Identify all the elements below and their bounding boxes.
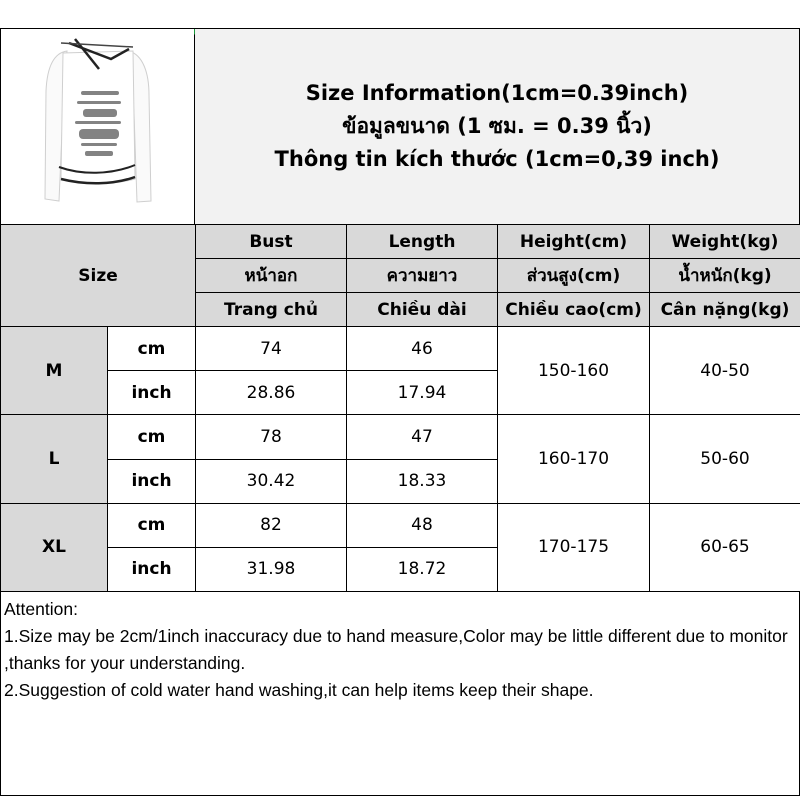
height-range-xl: 170-175 — [498, 503, 650, 591]
bust-cm-l: 78 — [196, 415, 347, 459]
product-photo — [1, 29, 195, 224]
unit-inch: inch — [108, 547, 196, 591]
unit-cm: cm — [108, 327, 196, 371]
size-table — [0, 224, 800, 592]
weight-header-th: น้ำหนัก(kg) — [650, 259, 800, 293]
bust-header-th: หน้าอก — [196, 259, 347, 293]
bust-inch-xl: 31.98 — [196, 547, 347, 591]
size-label-l: L — [1, 415, 108, 503]
unit-cm: cm — [108, 415, 196, 459]
height-range-l: 160-170 — [498, 415, 650, 503]
length-inch-m: 17.94 — [347, 371, 498, 415]
title-english: Size Information(1cm=0.39inch) — [305, 81, 689, 105]
height-range-m: 150-160 — [498, 327, 650, 415]
height-header-vi: Chiều cao(cm) — [498, 293, 650, 327]
size-label-m: M — [1, 327, 108, 415]
weight-range-m: 40-50 — [650, 327, 800, 415]
unit-inch: inch — [108, 459, 196, 503]
bust-header-vi: Trang chủ — [196, 293, 347, 327]
note-washing: 2.Suggestion of cold water hand washing,it can help items keep their shape. — [4, 680, 594, 700]
note-measurement: 1.Size may be 2cm/1inch inaccuracy due to hand measure,Color may be little different due to monitor ,thanks for your understanding. — [4, 626, 788, 673]
length-header-vi: Chiều dài — [347, 293, 498, 327]
size-label-xl: XL — [1, 503, 108, 591]
bust-inch-l: 30.42 — [196, 459, 347, 503]
size-column-header: Size — [1, 225, 196, 327]
unit-cm: cm — [108, 503, 196, 547]
length-cm-m: 46 — [347, 327, 498, 371]
bust-header-en: Bust — [196, 225, 347, 259]
bust-inch-m: 28.86 — [196, 371, 347, 415]
title-vietnamese: Thông tin kích thước (1cm=0,39 inch) — [274, 147, 720, 171]
weight-range-l: 50-60 — [650, 415, 800, 503]
height-header-en: Height(cm) — [498, 225, 650, 259]
length-inch-xl: 18.72 — [347, 547, 498, 591]
bust-cm-m: 74 — [196, 327, 347, 371]
length-cm-xl: 48 — [347, 503, 498, 547]
length-header-th: ความยาว — [347, 259, 498, 293]
length-inch-l: 18.33 — [347, 459, 498, 503]
height-header-th: ส่วนสูง(cm) — [498, 259, 650, 293]
notes-heading: Attention: — [4, 599, 78, 619]
weight-range-xl: 60-65 — [650, 503, 800, 591]
weight-header-vi: Cân nặng(kg) — [650, 293, 800, 327]
shirt-image — [1, 29, 195, 224]
length-header-en: Length — [347, 225, 498, 259]
title-thai: ข้อมูลขนาด (1 ซม. = 0.39 นิ้ว) — [342, 114, 652, 138]
length-cm-l: 47 — [347, 415, 498, 459]
attention-notes — [4, 596, 796, 704]
bust-cm-xl: 82 — [196, 503, 347, 547]
unit-inch: inch — [108, 371, 196, 415]
title-box — [195, 29, 799, 224]
weight-header-en: Weight(kg) — [650, 225, 800, 259]
